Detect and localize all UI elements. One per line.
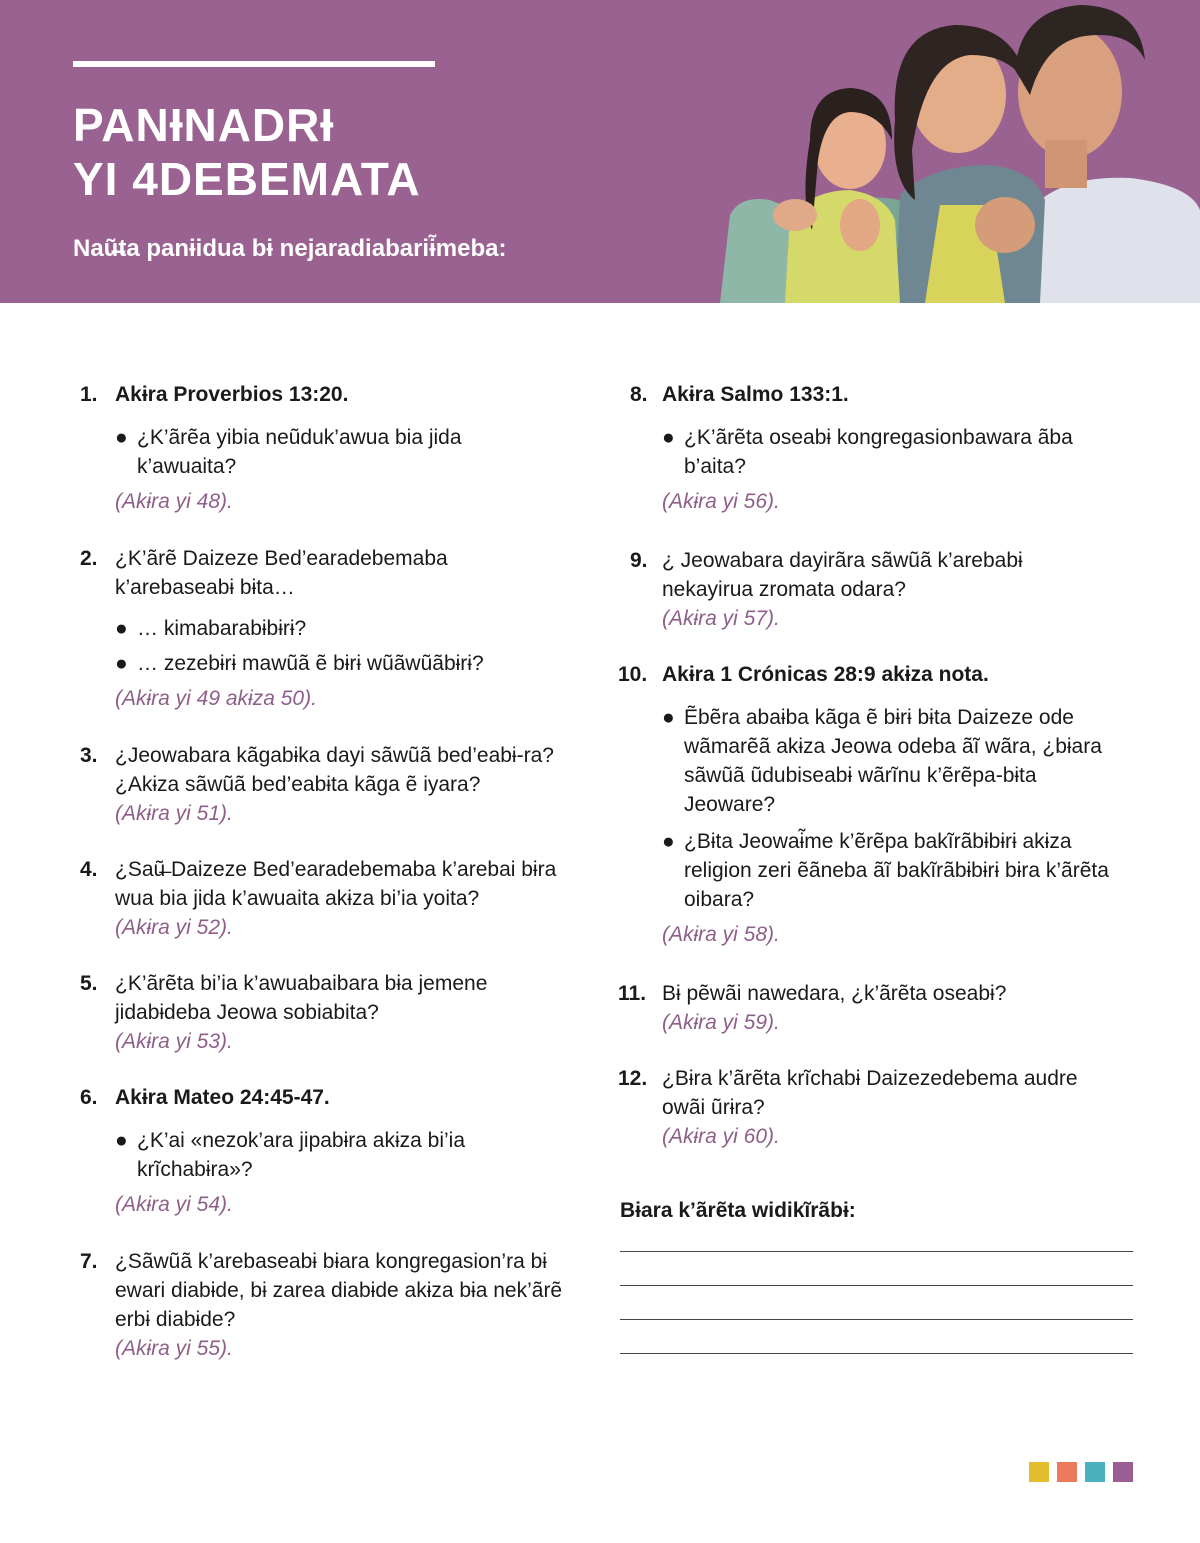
- reference-text: (Akɨra yi 52).: [115, 916, 233, 939]
- bullet-item: [662, 423, 1082, 481]
- question-text: ¿Bɨra k’ãrẽta krĩchabɨ Daizezedebema audre owãi ũrɨra?: [662, 1067, 1078, 1119]
- question-1: [80, 380, 580, 516]
- bullet-item: [662, 827, 1122, 914]
- question-text: Bɨ pẽwãi nawedara, ¿k’ãrẽta oseabɨ?: [662, 982, 1007, 1005]
- bullet-text: … zezebɨrɨ mawũã ẽ bɨrɨ wũãwũãbɨrɨ?: [137, 652, 484, 675]
- bullet-text: … kimabarabɨbɨrɨ?: [137, 617, 307, 640]
- question-8: [618, 380, 1148, 516]
- page-title-line-2: YI 4DEBEMATA: [73, 153, 421, 205]
- bullet-text: ¿K’ãrẽta oseabɨ kongregasionbawara ãba b’aita?: [684, 426, 1073, 478]
- question-text: Akɨra Mateo 24:45-47.: [115, 1086, 330, 1109]
- question-number: 12.: [618, 1067, 648, 1090]
- bullet-item: [115, 649, 580, 678]
- reference-text: (Akɨra yi 56).: [662, 490, 780, 513]
- question-number: 10.: [618, 663, 648, 686]
- bullet-text: ¿K’ãrẽa yibia neũduk’awua bia jida k’awuaita?: [137, 426, 462, 478]
- bullet-dot: ●: [662, 426, 675, 449]
- reference-text: (Akɨra yi 60).: [662, 1125, 780, 1148]
- question-number: 1.: [80, 383, 98, 406]
- swatch-yellow: [1029, 1462, 1049, 1482]
- bullet-dot: ●: [115, 617, 128, 640]
- reference-text: (Akɨra yi 48).: [115, 490, 233, 513]
- reference-text: (Akɨra yi 54).: [115, 1193, 233, 1216]
- question-2: [80, 544, 580, 713]
- bullet-text: Ẽbẽra abaɨba kãga ẽ bɨrɨ bɨta Daizeze ode wãmarẽã akɨza Jeowa odeba ãĩ wãra, ¿bɨara sãwũã ũdubiseabɨ wãrĩnu k’ẽrẽpa-bɨta Jeoware?: [684, 706, 1102, 816]
- question-7: [80, 1247, 580, 1363]
- question-text: Akɨra Salmo 133:1.: [662, 383, 849, 406]
- reference-text: (Akɨra yi 58).: [662, 923, 780, 946]
- question-text: ¿Jeowabara kãgabɨka dayi sãwũã bed’eabɨ-ra? ¿Akɨza sãwũã bed’eabɨta kãga ẽ iyara?: [115, 744, 554, 796]
- question-10: [618, 660, 1148, 949]
- question-text: Akɨra Proverbios 13:20.: [115, 383, 349, 406]
- family-praying-illustration: [700, 0, 1200, 303]
- question-number: 7.: [80, 1250, 98, 1273]
- question-9: [618, 546, 1148, 633]
- reference-text: (Akɨra yi 51).: [115, 802, 233, 825]
- swatch-purple: [1113, 1462, 1133, 1482]
- page-subtitle: Naũ̶ta panɨidua bɨ nejaradiabariɨ̃meba:: [73, 235, 507, 262]
- page-title: [73, 98, 421, 206]
- question-text: ¿Saũ̶ Daizeze Bed’earadebemaba k’arebai bɨra wua bia jida k’awuaita akɨza bi’ia yoita?: [115, 858, 557, 910]
- answer-line[interactable]: [620, 1353, 1133, 1354]
- question-11: [618, 979, 1148, 1037]
- bullet-dot: ●: [662, 706, 675, 729]
- bullet-text: ¿K’ai «nezok’ara jipabɨra akɨza bi’ia krĩchabɨra»?: [137, 1129, 466, 1181]
- bullet-dot: ●: [115, 652, 128, 675]
- question-5: [80, 969, 580, 1056]
- reference-text: (Akɨra yi 49 akɨza 50).: [115, 687, 317, 710]
- question-text: ¿K’ãrẽ Daizeze Bed’earadebemaba k’arebaseabɨ bɨta…: [115, 547, 448, 599]
- bullet-item: [115, 1126, 485, 1184]
- question-text: ¿K’ãrẽta bi’ia k’awuabaibara bɨa jemene jidabɨdeba Jeowa sobiabita?: [115, 972, 488, 1024]
- header-banner: [0, 0, 1200, 303]
- question-number: 5.: [80, 972, 98, 995]
- question-4: [80, 855, 580, 942]
- bullet-item: [115, 614, 580, 643]
- question-text: ¿ Jeowabara dayirãra sãwũã k’arebabɨ nekayirua zromata odara?: [662, 549, 1023, 601]
- question-number: 8.: [630, 383, 648, 406]
- bullet-text: ¿Bɨta Jeowaɨ̃me k’ẽrẽpa bakĩrãbɨbɨrɨ akɨza religion zeri ẽãneba ãĩ bakĩrãbɨbɨrɨ bɨra k’ãrẽta oibara?: [684, 830, 1109, 911]
- question-text: ¿Sãwũã k’arebaseabɨ bɨara kongregasion’ra bɨ ewari diabɨde, bɨ zarea diabɨde akɨza bɨa nek’ãrẽ erbɨ diabɨde?: [115, 1250, 563, 1331]
- bullet-item: [662, 703, 1122, 819]
- swatch-orange: [1057, 1462, 1077, 1482]
- question-number: 4.: [80, 858, 98, 881]
- page-title-line-1: PANƗNADRƗ: [73, 99, 335, 151]
- question-12: [618, 1064, 1148, 1151]
- question-number: 11.: [618, 982, 647, 1005]
- question-number: 3.: [80, 744, 98, 767]
- question-number: 9.: [630, 549, 648, 572]
- question-6: [80, 1083, 580, 1219]
- answer-line[interactable]: [620, 1285, 1133, 1286]
- bullet-dot: ●: [662, 830, 675, 853]
- questions-right-column: [618, 380, 1148, 1151]
- reference-text: (Akɨra yi 59).: [662, 1011, 780, 1034]
- reference-text: (Akɨra yi 53).: [115, 1030, 233, 1053]
- question-text: Akɨra 1 Crónicas 28:9 akɨza nota.: [662, 663, 989, 686]
- answer-section-label: Bɨara k’ãrẽta widikĩrãbɨ:: [620, 1199, 856, 1222]
- answer-line[interactable]: [620, 1319, 1133, 1320]
- question-3: [80, 741, 580, 828]
- bullet-item: [115, 423, 475, 481]
- reference-text: (Akɨra yi 57).: [662, 607, 780, 630]
- bullet-dot: ●: [115, 426, 128, 449]
- header-rule: [73, 61, 435, 67]
- reference-text: (Akɨra yi 55).: [115, 1337, 233, 1360]
- questions-left-column: [80, 380, 580, 1363]
- bullet-dot: ●: [115, 1129, 128, 1152]
- question-number: 6.: [80, 1086, 98, 1109]
- swatch-teal: [1085, 1462, 1105, 1482]
- answer-line[interactable]: [620, 1251, 1133, 1252]
- question-number: 2.: [80, 547, 98, 570]
